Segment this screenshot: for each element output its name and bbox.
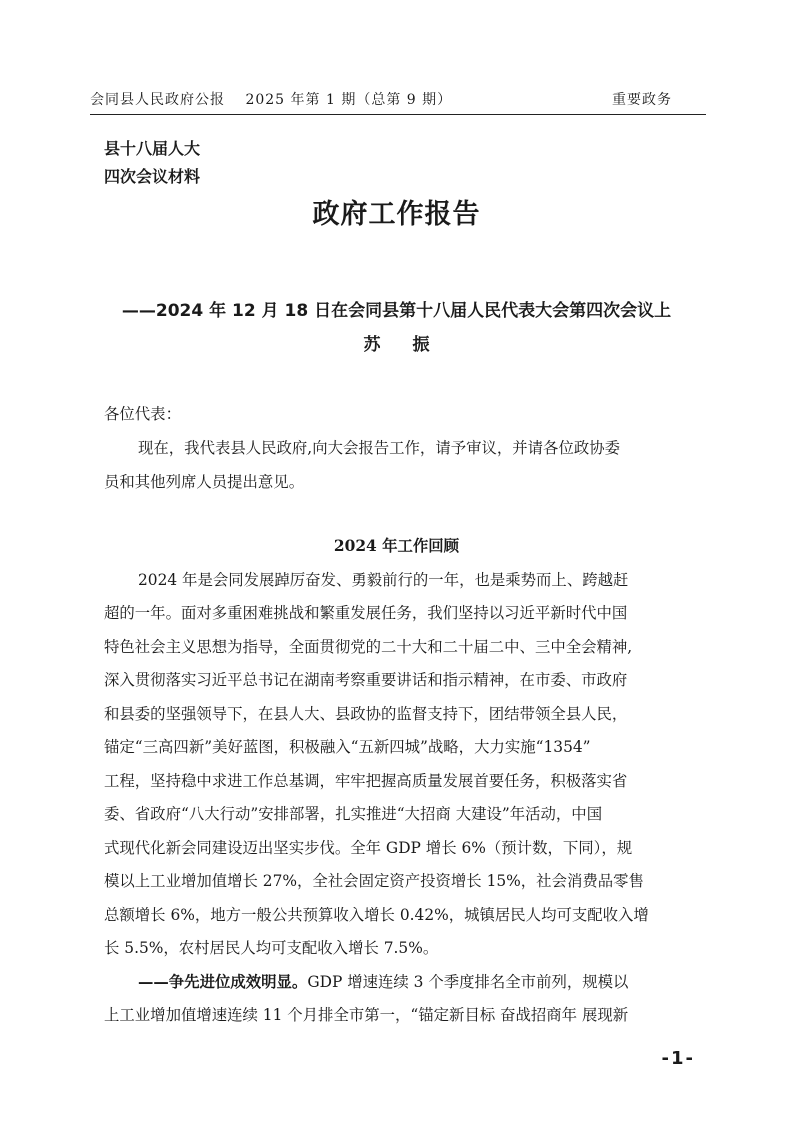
section-heading: 2024 年工作回顾: [333, 537, 460, 555]
header-publication-issue: [90, 89, 452, 109]
document-title: 政府工作报告: [312, 199, 481, 230]
body-line: [138, 970, 694, 992]
body-line: 特色社会主义思想为指导，全面贯彻党的二十大和二十届二中、三中全会精神,: [104, 638, 633, 656]
body-line: 超的一年。面对多重困难挑战和繁重发展任务，我们坚持以习近平新时代中国: [104, 604, 628, 622]
body-line: 式现代化新会同建设迈出坚实步伐。全年 GDP 增长 6%（预计数，下同），规: [104, 839, 633, 857]
salutation: 各位代表：: [104, 405, 181, 423]
body-line: 上工业增加值增速连续 11 个月排全市第一，“锚定新目标 奋战招商年 展现新: [104, 1006, 629, 1024]
progress-lead: ——争先进位成效明显。: [138, 973, 308, 991]
body-line: 长 5.5%，农村居民人均可支配收入增长 7.5%。: [104, 939, 439, 957]
body-line: 深入贯彻落实习近平总书记在湖南考察重要讲话和指示精神，在市委、市政府: [104, 671, 628, 689]
intro-line: 现在，我代表县人民政府,向大会报告工作，请予审议，并请各位政协委: [138, 439, 621, 457]
header-divider: [90, 114, 706, 115]
body-line: 2024 年是会同发展踔厉奋发、勇毅前行的一年，也是乘势而上、跨越赶: [138, 571, 629, 589]
body-line: 工程，坚持稳中求进工作总基调，牢牢把握高质量发展首要任务，积极落实省: [104, 772, 628, 790]
page-number: -1-: [661, 1048, 695, 1069]
side-label-line1: 县十八届人大: [104, 139, 201, 158]
document-subtitle: ——2024 年 12 月 18 日在会同县第十八届人民代表大会第四次会议上: [121, 301, 672, 321]
speaker-name-char2: 振: [412, 335, 430, 355]
body-line: 委、省政府“八大行动”安排部署，扎实推进“大招商 大建设”年活动，中国: [104, 805, 603, 823]
intro-line: 员和其他列席人员提出意见。: [104, 473, 305, 491]
body-line: 模以上工业增加值增长 27%，全社会固定资产投资增长 15%，社会消费品零售: [104, 872, 644, 890]
header-section: 重要政务: [612, 92, 672, 108]
body-line: 和县委的坚强领导下，在县人大、县政协的监督支持下，团结带领全县人民，: [104, 705, 628, 723]
speaker-name: [0, 330, 793, 355]
progress-line-rest: GDP 增速连续 3 个季度排名全市前列，规模以: [307, 973, 629, 991]
header-publication: 会同县人民政府公报: [90, 92, 225, 108]
body-line: 锚定“三高四新”美好蓝图，积极融入“五新四城”战略，大力实施“1354”: [104, 738, 591, 756]
running-header: [90, 89, 706, 115]
speaker-name-char1: 苏: [363, 335, 381, 355]
body-line: 总额增长 6%，地方一般公共预算收入增长 0.42%，城镇居民人均可支配收入增: [104, 906, 649, 924]
side-label-line2: 四次会议材料: [104, 167, 201, 186]
header-issue: 2025 年第 1 期（总第 9 期）: [245, 92, 453, 108]
